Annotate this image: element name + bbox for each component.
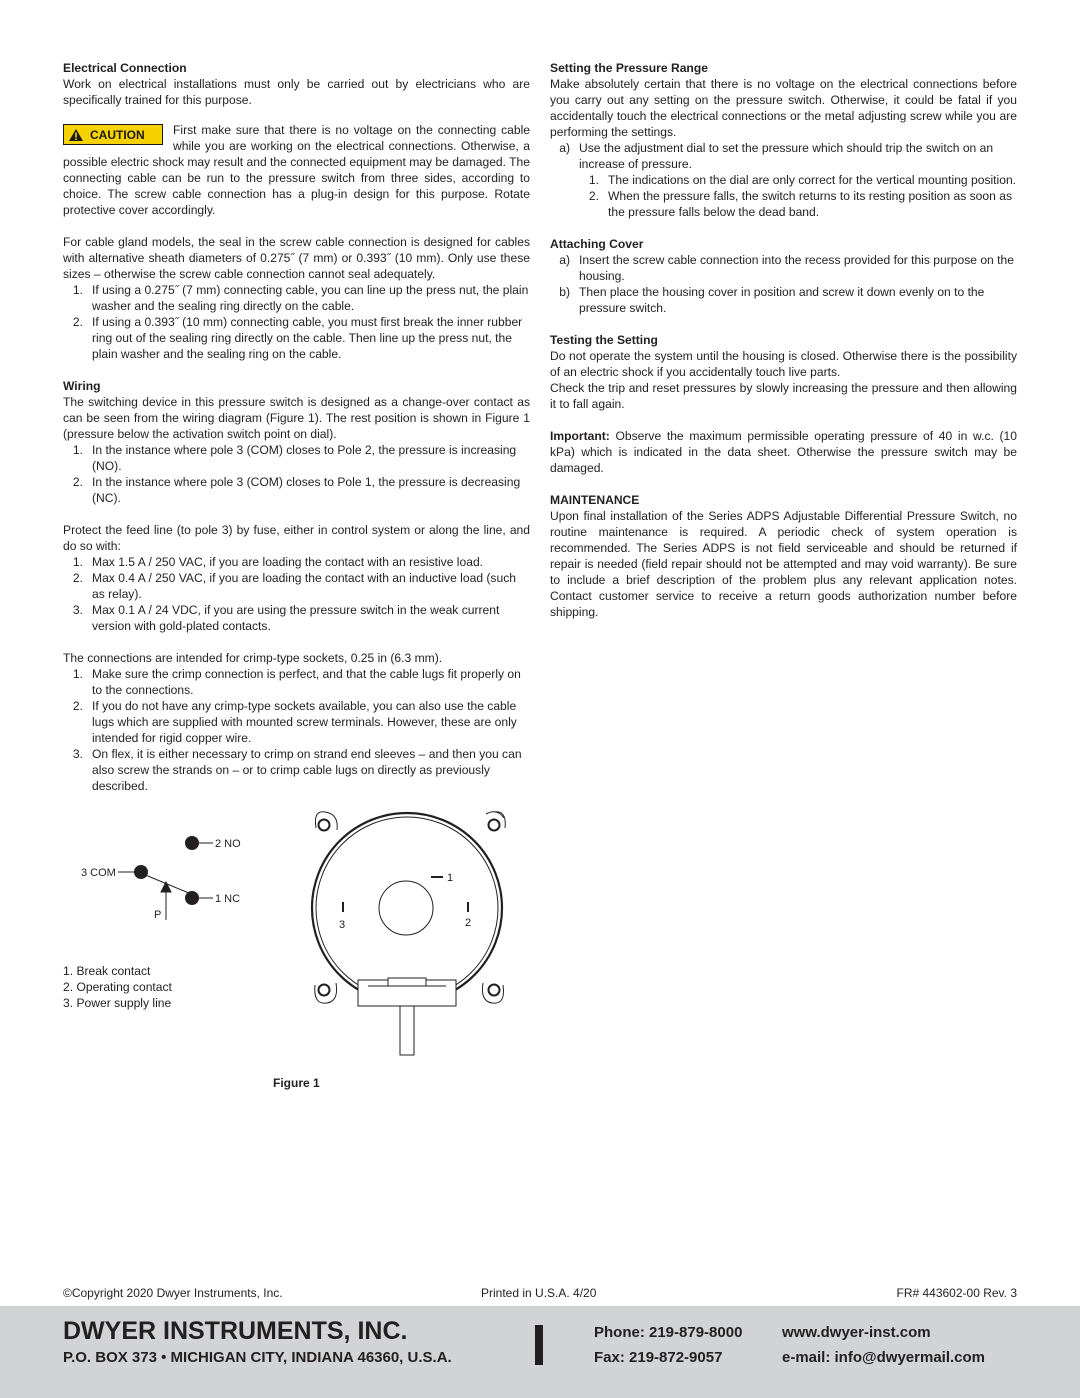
figure-legend (63, 963, 172, 1011)
dial-label-1: 1 (447, 872, 454, 884)
label-3-com: 3 COM (81, 867, 116, 879)
phone-number: Phone: 219-879-8000 (594, 1324, 743, 1341)
caution-label: CAUTION (90, 127, 145, 142)
wiring-list (63, 442, 530, 506)
caution-text: First make sure that there is no voltage on the connecting cable while you are working on the electrical connections. Otherwise, a possible electric shock may result and the connected equipment may be damaged. The connecting cable can be run to the pressure switch from three sides, according to choice. The screw cable connection has a plug-in design for this purpose. Rotate protective cover accordingly. (63, 123, 530, 217)
pressure-range-heading: Setting the Pressure Range (550, 61, 708, 75)
figure-caption: Figure 1 (273, 1076, 320, 1090)
printed-text: Printed in U.S.A. 4/20 (481, 1286, 597, 1300)
cable-gland-paragraph: For cable gland models, the seal in the screw cable connection is designed for cables with alternative sheath diameters of 0.275˝ (7 mm) or 0.393˝ (10 mm). Only use these sizes – otherwise the screw cable connection cannot seal adequately. (63, 235, 530, 281)
wiring-heading: Wiring (63, 379, 101, 393)
label-2-no: 2 NO (215, 838, 241, 850)
dial-label-2: 2 (465, 917, 472, 929)
pressure-range-intro: Make absolutely certain that there is no voltage on the electrical connections before you carry out any setting on the pressure switch. Otherwise, it could be fatal if you accidentally touch the electrical connections or the metal adjusting screw while you are performing the settings. (550, 77, 1017, 139)
testing-p1: Do not operate the system until the housing is closed. Otherwise there is the possibility of an electric shock if you accidentally touch live parts. (550, 349, 1017, 379)
list-item: 1. In the instance where pole 3 (COM) closes to Pole 2, the pressure is increasing (NO). (72, 443, 517, 473)
list-item: 2. When the pressure falls, the switch returns to its resting position as soon as the pressure falls below the dead band. (588, 189, 1012, 219)
legend-item: 3. Power supply line (63, 996, 172, 1010)
list-item: 2. In the instance where pole 3 (COM) closes to Pole 1, the pressure is decreasing (NC). (72, 475, 521, 505)
cover-heading: Attaching Cover (550, 237, 644, 251)
testing-p2: Check the trip and reset pressures by slowly increasing the pressure and then allowing it to fall again. (550, 381, 1017, 411)
caution-block (63, 122, 530, 218)
company-address: P.O. BOX 373 • MICHIGAN CITY, INDIANA 46360, U.S.A. (63, 1349, 452, 1366)
pressure-range-sublist (550, 172, 1017, 220)
cable-gland-list (63, 282, 530, 362)
wiring-schematic (118, 837, 213, 921)
list-item: 1. Max 1.5 A / 250 VAC, if you are loading the contact with an resistive load. (72, 555, 484, 569)
right-column (550, 60, 1017, 620)
maintenance-heading: MAINTENANCE (550, 493, 640, 507)
list-item: 1. The indications on the dial are only correct for the vertical mounting position. (588, 173, 1017, 187)
legend-item: 2. Operating contact (63, 980, 172, 994)
list-item: 3. On flex, it is either necessary to crimp on strand end sleeves – and then you can also screw the strands on – or to crimp cable lugs on directly as previously described. (72, 747, 522, 793)
electrical-heading: Electrical Connection (63, 61, 187, 75)
list-item: 1. If using a 0.275˝ (7 mm) connecting cable, you can line up the press nut, the plain washer and the sealing ring directly on the cable. (72, 283, 529, 313)
important-label: Important: (550, 429, 610, 443)
crimp-list (63, 666, 530, 794)
caution-badge (63, 124, 163, 145)
footer-divider (535, 1325, 543, 1365)
wiring-figure (63, 800, 533, 1100)
fuse-paragraph: Protect the feed line (to pole 3) by fuse, either in control system or along the line, and do so with: (63, 523, 530, 553)
label-p: P (154, 909, 162, 921)
wiring-intro: The switching device in this pressure switch is designed as a change-over contact as can be seen from the wiring diagram (Figure 1). The rest position is shown in Figure 1 (pressure below the activation switch point on dial). (63, 395, 530, 441)
testing-heading: Testing the Setting (550, 333, 658, 347)
crimp-paragraph: The connections are intended for crimp-type sockets, 0.25 in (6.3 mm). (63, 651, 443, 665)
list-item: a) Insert the screw cable connection into the recess provided for this purpose on the housing. (559, 253, 1014, 283)
maintenance-text: Upon final installation of the Series ADPS Adjustable Differential Pressure Switch, no routine maintenance is required. A periodic check of system operation is recommended. The Series ADPS is not field serviceable and should be returned if repair is needed (field repair should not be attempted and may void warranty). Be sure to include a brief description of the problem plus any relevant application notes. Contact customer service to receive a return goods authorization number before shipping. (550, 509, 1017, 619)
label-1-nc: 1 NC (215, 893, 241, 905)
list-item: 2. Max 0.4 A / 250 VAC, if you are loading the contact with an inductive load (such as relay). (72, 571, 516, 601)
fax-number: Fax: 219-872-9057 (594, 1349, 723, 1366)
form-number: FR# 443602-00 Rev. 3 (896, 1286, 1017, 1300)
pressure-range-list (550, 140, 1017, 172)
important-note (550, 428, 1017, 476)
cover-list (550, 252, 1017, 316)
list-item: a) Use the adjustment dial to set the pressure which should trip the switch on an increase of pressure. (559, 141, 994, 171)
copyright-line (63, 1285, 1017, 1301)
important-text: Observe the maximum permissible operating pressure of 40 in w.c. (10 kPa) which is indicated in the data sheet. Otherwise the pressure switch may be damaged. (550, 429, 1017, 475)
email-link[interactable]: e-mail: info@dwyermail.com (782, 1349, 986, 1366)
list-item: 3. Max 0.1 A / 24 VDC, if you are using the pressure switch in the weak current version with gold-plated contacts. (72, 603, 500, 633)
list-item: 2. If using a 0.393˝ (10 mm) connecting cable, you must first break the inner rubber ring out of the sealing ring directly on the cable. Then line up the press nut, the plain washer and the sealing ring on the cable. (72, 315, 523, 361)
left-column (63, 60, 530, 794)
list-item: 2. If you do not have any crimp-type sockets available, you can also use the cable lugs which are supplied with mounted screw terminals. However, these are only intended for rigid copper wire. (72, 699, 517, 745)
legend-item: 1. Break contact (63, 964, 151, 978)
list-item: 1. Make sure the crimp connection is perfect, and that the cable lugs fit properly on to the connections. (72, 667, 521, 697)
dial-label-3: 3 (339, 919, 346, 931)
fuse-list (63, 554, 530, 634)
company-name: DWYER INSTRUMENTS, INC. (63, 1317, 408, 1345)
copyright-text: ©Copyright 2020 Dwyer Instruments, Inc. (63, 1286, 283, 1300)
list-item: b) Then place the housing cover in position and screw it down evenly on to the pressure switch. (559, 285, 985, 315)
warning-triangle-icon (68, 128, 84, 142)
electrical-intro: Work on electrical installations must only be carried out by electricians who are specifically trained for this purpose. (63, 77, 530, 107)
website-link[interactable]: www.dwyer-inst.com (782, 1324, 931, 1341)
pressure-switch-drawing (312, 812, 505, 1055)
